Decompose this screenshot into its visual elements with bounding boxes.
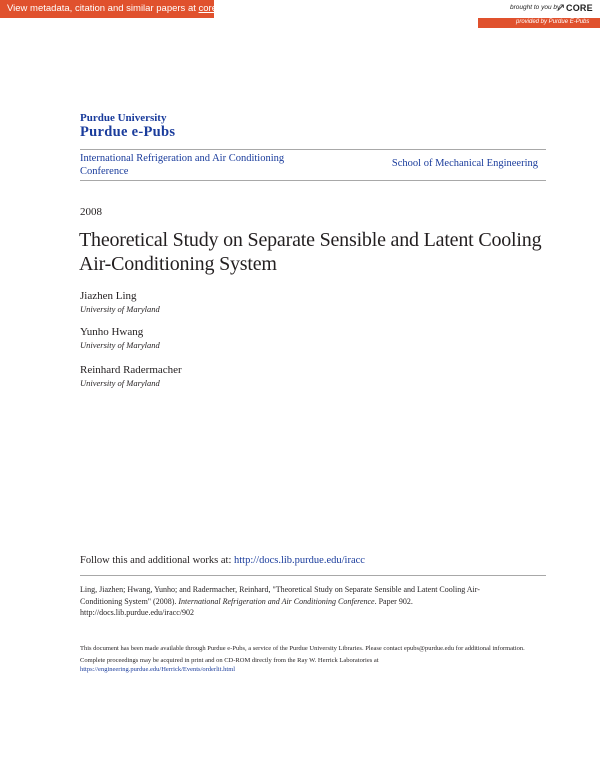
- author-name: Jiazhen Ling: [80, 290, 137, 302]
- citation-url[interactable]: http://docs.lib.purdue.edu/iracc/902: [80, 608, 194, 617]
- department-link[interactable]: School of Mechanical Engineering: [391, 158, 538, 169]
- notice-epubs: This document has been made available through Purdue e-Pubs, a service of the Purdue University Libraries. Please contact epubs@purdue.edu for additional information.: [80, 645, 525, 652]
- core-logo-text: CORE: [566, 3, 593, 13]
- author-name: Reinhard Radermacher: [80, 364, 182, 376]
- core-logo-icon: ↗: [556, 1, 566, 14]
- provided-by-text[interactable]: provided by Purdue E-Pubs: [516, 19, 590, 25]
- conference-link[interactable]: International Refrigeration and Air Conditioning Conference: [80, 153, 285, 177]
- citation-paper-number: . Paper 902.: [374, 596, 413, 606]
- recommended-citation: [80, 584, 520, 619]
- divider: [80, 575, 546, 576]
- repository-name[interactable]: Purdue e-Pubs: [80, 124, 176, 140]
- notice-proceedings-text: Complete proceedings may be acquired in print and on CD-ROM directly from the Ray W. Herrick Laboratories at: [80, 657, 379, 664]
- collection-box: [80, 149, 546, 181]
- author-name: Yunho Hwang: [80, 326, 144, 338]
- citation-conference: International Refrigeration and Air Conditioning Conference: [178, 596, 375, 606]
- author-affiliation: University of Maryland: [80, 378, 160, 388]
- notice-proceedings: [80, 656, 535, 674]
- brought-to-you-by: brought to you by: [510, 4, 561, 11]
- collection-url-link[interactable]: http://docs.lib.purdue.edu/iracc: [234, 555, 365, 566]
- core-logo[interactable]: [556, 1, 596, 17]
- availability-notice: [80, 644, 535, 677]
- herrick-labs-link[interactable]: https://engineering.purdue.edu/Herrick/Events/orderlit.html: [80, 666, 236, 673]
- author-affiliation: University of Maryland: [80, 304, 160, 314]
- core-view-metadata-link[interactable]: [7, 3, 242, 14]
- author-affiliation: University of Maryland: [80, 340, 160, 350]
- citation-authors-title: Ling, Jiazhen; Hwang, Yunho; and Radermacher, Reinhard, "Theoretical Study on Separate Sensible and Latent Cooling Air-Conditioning System" (2008).: [80, 585, 480, 606]
- follow-works-line: [80, 555, 365, 566]
- core-banner: [0, 0, 600, 28]
- follow-prefix: Follow this and additional works at:: [80, 555, 234, 566]
- core-view-text: View metadata, citation and similar papers at: [7, 3, 199, 14]
- publication-year: 2008: [80, 206, 102, 218]
- core-ac-uk-link[interactable]: core.ac.uk: [198, 3, 243, 14]
- paper-title: Theoretical Study on Separate Sensible and Latent Cooling Air-Conditioning System: [79, 229, 542, 275]
- institution-name[interactable]: Purdue University: [80, 112, 167, 124]
